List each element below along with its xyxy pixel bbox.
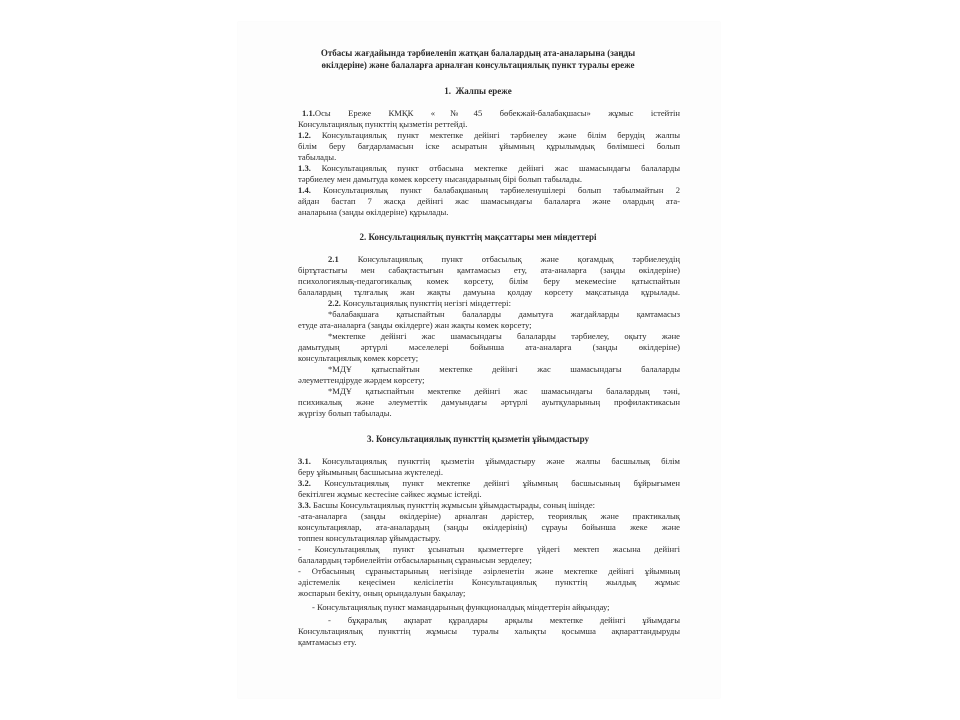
- para-number: 1.2.: [298, 130, 311, 140]
- para-3-3-line-2: -ата-аналарға (заңды өкілдеріне) арналған дәрістер, теориялық және практикалық: [298, 511, 680, 521]
- para-3-2-line-1: [298, 478, 680, 488]
- list-3-b-line-3: жоспарын бекіту, оның орындалуын бақылау;: [298, 588, 466, 598]
- para-number: 3.1.: [298, 456, 311, 466]
- para-number: 3.2.: [298, 478, 311, 488]
- para-text: Консультациялық пункт отбасылық және қоғамдық тәрбиелеудің: [357, 254, 680, 264]
- para-text: Консультациялық пункттің негізгі міндеттері:: [343, 298, 511, 308]
- list-3-c-line-1: - Консультациялық пункт мамандарының функционалдық міндеттерін айқындау;: [312, 602, 610, 612]
- para-number: 1.1.: [302, 108, 315, 118]
- document-page: [238, 22, 720, 698]
- title-line-1: Отбасы жағдайында тәрбиеленіп жатқан балалардың ата-аналарына (заңды: [320, 48, 636, 58]
- list-3-d-line-3: қамтамасыз ету.: [298, 637, 357, 647]
- list-3-d-line-1: - бұқаралық ақпарат құралдары арқылы мектепке дейінгі ұйымдағы: [328, 615, 680, 625]
- para-text: Консультациялық пункт балабақшаның тәрбиеленушілері болып табылмайтын 2: [323, 185, 680, 195]
- para-1-2-line-1: [298, 130, 680, 140]
- title-line-2: өкілдеріне) және балаларға арналған консультациялық пункт туралы ереже: [321, 60, 635, 70]
- para-2-1-line-4: балалардың тұлғалық жан жақты дамуына қолдау көрсету мақсатында құрылады.: [298, 287, 680, 297]
- list-3-a-line-2: балалардың тәрбиелейтін отбасыларының сұранысын зерделеу;: [298, 555, 532, 565]
- para-text: Консультациялық пункт мектепке дейінгі ұйымның басшысының бұйрығымен: [324, 478, 680, 488]
- list-2-d-line-3: жүргізу болып табылады.: [298, 408, 392, 418]
- para-3-1-line-1: [298, 456, 680, 466]
- para-1-4-line-3: аналарына (заңды өкілдеріне) құрылады.: [298, 207, 449, 217]
- para-1-3-line-2: тәрбиелеу мен дамытуда көмек көрсету нысандарының бірі болып табылады.: [298, 174, 583, 184]
- para-number: 3.3.: [298, 500, 311, 510]
- para-number: 1.3.: [298, 163, 311, 173]
- para-1-1-line-1: [302, 108, 680, 118]
- para-3-1-line-2: беру ұйымының басшысына жүктеледі.: [298, 467, 444, 477]
- para-2-1-line-1: [328, 254, 680, 264]
- para-1-4-line-2: айдан бастап 7 жасқа дейінгі жас шамасындағы балаларға және олардың ата-: [298, 196, 680, 206]
- para-text: Консультациялық пункттің қызметін ұйымдастыру және жалпы басшылық білім: [322, 456, 680, 466]
- list-3-a-line-1: - Консультациялық пункт ұсынатын қызметтерге үйдегі мектеп жасына дейінгі: [298, 544, 680, 554]
- para-text: Осы Ереже КМҚК «№45 бөбекжай-балабақшасы» жұмыс істейтін: [314, 108, 680, 118]
- para-2-2-line-1: [328, 298, 511, 308]
- list-2-b-line-2: дамытудың әртүрлі мәселелері бойынша ата-аналарға (заңды өкілдеріне): [298, 342, 680, 352]
- list-2-d-line-2: психикалық және әлеуметтік дамуындағы әртүрлі ауытқуларының профилактикасын: [298, 397, 680, 407]
- list-2-c-line-2: әлеуметтендіруде жәрдем көрсету;: [298, 375, 425, 385]
- para-text: Консультациялық пункт мектепке дейінгі тәрбиелеу және білім берудің жалпы: [321, 130, 680, 140]
- para-2-1-line-3: психологиялық-педагогикалық көмек көрсету, білім беру мекемесіне қатыспайтын: [298, 276, 680, 286]
- list-2-d-line-1: *МДҰ қатыспайтын мектепке дейінгі жас шамасындағы балалардың тәні,: [328, 386, 680, 396]
- list-2-b-line-1: *мектепке дейінгі жас шамасындағы балаларды тәрбиелеу, оқыту және: [328, 331, 680, 341]
- para-number: 2.1: [328, 254, 339, 264]
- para-1-4-line-1: [298, 185, 680, 195]
- para-number: 2.2.: [328, 298, 341, 308]
- list-2-c-line-1: *МДҰ қатыспайтын мектепке дейінгі жас шамасындағы балаларды: [328, 364, 680, 374]
- para-3-3-line-4: топпен консультациялар ұйымдастыру.: [298, 533, 441, 543]
- para-1-2-line-3: табылады.: [298, 152, 337, 162]
- para-3-3-line-3: консультациялар, ата-аналардың (заңды өкілдерінің) сұрауы бойынша жеке және: [298, 522, 680, 532]
- list-2-b-line-3: консультациялық көмек көрсету;: [298, 353, 419, 363]
- list-3-d-line-2: Консультациялық пункттің жұмысы туралы халықты қосымша ақпараттандыруды: [298, 626, 680, 636]
- para-2-1-line-2: біртұтастығы мен сабақтастығын қамтамасыз ету, ата-аналарға (заңды өкілдеріне): [298, 265, 680, 275]
- para-text: Басшы Консультациялық пункттің жұмысын ұйымдастырады, соның ішінде:: [313, 500, 596, 510]
- para-text: Консультациялық пункт отбасына мектепке дейінгі жас шамасындағы балаларды: [321, 163, 680, 173]
- section-heading-1: 1. Жалпы ереже: [444, 86, 512, 96]
- section-heading-2: 2. Консультациялық пункттің мақсаттары мен міндеттері: [359, 232, 597, 242]
- para-1-1-line-2: Консультациялық пункттің қызметін реттейді.: [298, 119, 468, 129]
- list-2-a-line-1: *балабақшаға қатыспайтын балаларды дамытуға жағдайларды қамтамасыз: [328, 309, 680, 319]
- list-3-b-line-2: әдістемелік кеңесімен келісілетін Консультациялық пункттің жылдық жұмыс: [298, 577, 680, 587]
- para-number: 1.4.: [298, 185, 311, 195]
- list-2-a-line-2: етуде ата-аналарға (заңды өкілдерге) жан жақты көмек көрсету;: [298, 320, 532, 330]
- para-3-2-line-2: бекітілген жұмыс кестесіне сәйкес жұмыс істейді.: [298, 489, 482, 499]
- para-1-3-line-1: [298, 163, 680, 173]
- para-3-3-line-1: [298, 500, 595, 510]
- para-1-2-line-2: білім беру бағдарламасын іске асыратын ұйымның құрылымдық бөлімшесі болып: [298, 141, 680, 151]
- section-heading-3: 3. Консультациялық пункттің қызметін ұйымдастыру: [367, 434, 589, 444]
- list-3-b-line-1: - Отбасының сұраныстарының негізінде әзірленетін және мектепке дейінгі ұйымның: [298, 566, 680, 576]
